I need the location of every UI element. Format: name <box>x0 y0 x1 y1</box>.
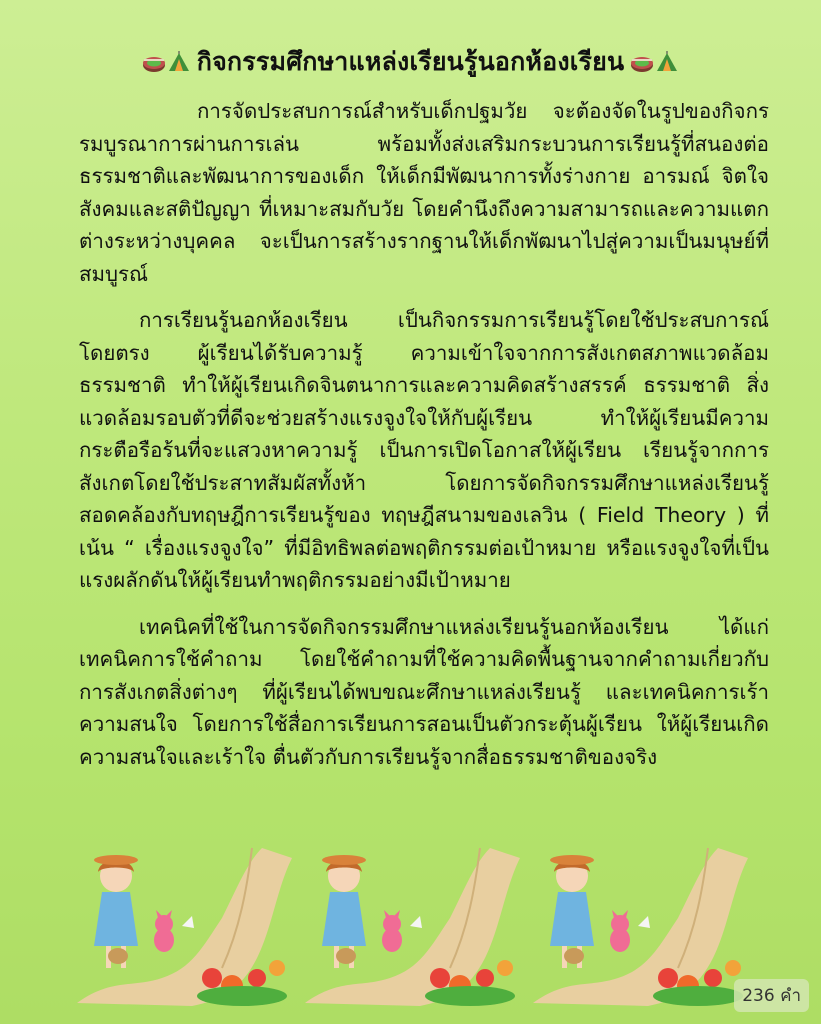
article-body <box>79 95 769 787</box>
tent-icon <box>167 50 191 74</box>
paragraph-outdoor-learning: การเรียนรู้นอกห้องเรียน เป็นกิจกรรมการเรียนรู้โดยใช้ประสบการณ์โดยตรง ผู้เรียนได้รับความรู้ ความเข้าใจจากการสังเกตสภาพแวดล้อม ธรรมชาติ ทำให้ผู้เรียนเกิดจินตนาการและความคิดสร้างสรรค์ ธรรมชาติ สิ่งแวดล้อมรอบตัวที่ดีจะช่วยสร้างแรงจูงใจให้กับผู้เรียน ทำให้ผู้เรียนมีความกระตือรือร้นที่จะแสวงหาความรู้ เป็นการเปิดโอกาสให้ผู้เรียน เรียนรู้จากการสังเกตโดยใช้ประสาทสัมผัสทั้งห้า โดยการจัดกิจกรรมศึกษาแหล่งเรียนรู้ สอดคล้องกับทฤษฎีการเรียนรู้ของ ทฤษฎีสนามของเลวิน ( Field Theory ) ที่เน้น “ เรื่องแรงจูงใจ” ที่มีอิทธิพลต่อพฤติกรรมต่อเป้าหมาย หรือแรงจูงใจที่เป็นแรงผลักดันให้ผู้เรียนทำพฤติกรรมอย่างมีเป้าหมาย <box>79 308 769 592</box>
illustration-strip <box>72 828 742 1008</box>
stadium-icon <box>142 50 166 74</box>
page-title: กิจกรรมศึกษาแหล่งเรียนรู้นอกห้องเรียน <box>196 47 625 76</box>
stadium-icon <box>630 50 654 74</box>
paragraph-intro: การจัดประสบการณ์สำหรับเด็กปฐมวัย จะต้องจัดในรูปของกิจกรรมบูรณาการผ่านการเล่น พร้อมทั้งส่งเสริมกระบวนการเรียนรู้ที่สนองต่อธรรมชาติและพัฒนาการของเด็ก ให้เด็กมีพัฒนาการทั้งร่างกาย อารมณ์ จิตใจ สังคมและสติปัญญา ที่เหมาะสมกับวัย โดยคำนึงถึงความสามารถและความแตกต่างระหว่างบุคคล จะเป็นการสร้างรากฐานให้เด็กพัฒนาไปสู่ความเป็นมนุษย์ที่สมบูรณ์ <box>79 99 769 286</box>
girl-walking-with-pink-cat-illustration <box>72 828 302 1008</box>
girl-walking-with-pink-cat-illustration <box>300 828 530 1008</box>
paragraph-techniques: เทคนิคที่ใช้ในการจัดกิจกรรมศึกษาแหล่งเรียนรู้นอกห้องเรียน ได้แก่ เทคนิคการใช้คำถาม โดยใช้คำถามที่ใช้ความคิดพื้นฐานจากคำถามเกี่ยวกับการสังเกตสิ่งต่างๆ ที่ผู้เรียนได้พบขณะศึกษาแหล่งเรียนรู้ และเทคนิคการเร้าความสนใจ โดยการใช้สื่อการเรียนการสอนเป็นตัวกระตุ้นผู้เรียน ให้ผู้เรียนเกิดความสนใจและเร้าใจ ตื่นตัวกับการเรียนรู้จากสื่อธรรมชาติของจริง <box>79 614 769 769</box>
title-left-emoji <box>142 50 191 74</box>
title-right-emoji <box>630 50 679 74</box>
girl-walking-with-pink-cat-illustration <box>528 828 758 1008</box>
tent-icon <box>655 50 679 74</box>
word-count-badge: 236 คำ <box>734 979 809 1012</box>
title-row <box>0 42 821 82</box>
